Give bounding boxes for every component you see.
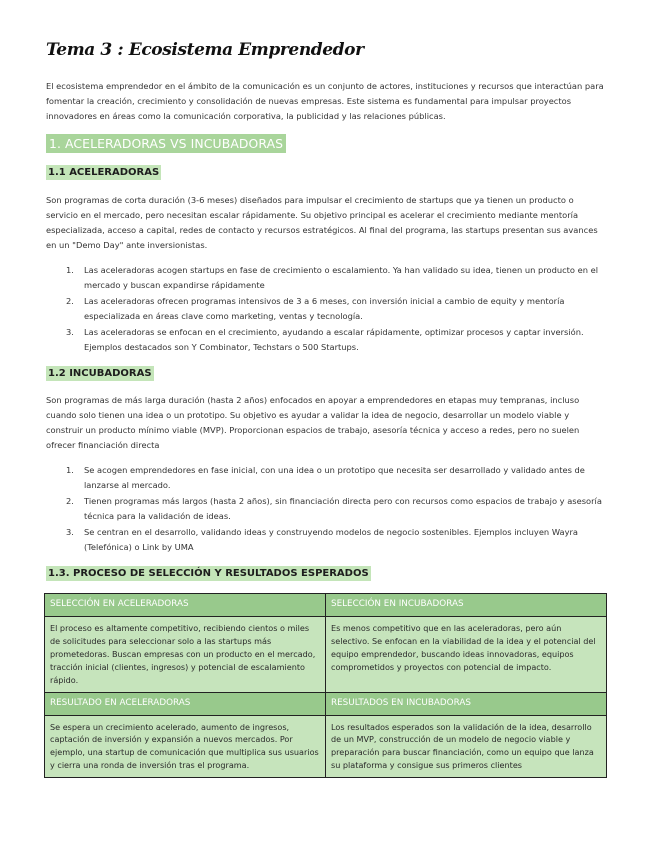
list-text: Tienen programas más largos (hasta 2 años), sin financiación directa pero con recursos como espacios de trabajo y asesoría técnica para la validación de ideas. [84, 495, 602, 522]
list-item [66, 494, 606, 525]
list-text: Las aceleradoras acogen startups en fase de crecimiento o escalamiento. Ya han validado su idea, tienen un producto en el mercado y buscan expandirse rápidamente [84, 265, 599, 291]
subheading-aceleradoras: 1.1 ACELERADORAS [48, 167, 160, 178]
table-header-row [45, 594, 607, 617]
list-item [66, 294, 606, 325]
table-header-cell: SELECCIÓN EN ACELERADORAS [45, 594, 326, 617]
list-number: 3. [66, 326, 74, 337]
incubadoras-paragraph: Son programas de más larga duración (hasta 2 años) enfocados en apoyar a emprendedores en etapas muy tempranas, incluso cuando solo tienen una idea o un prototipo. Su objetivo es ayudar a validar la idea de negocio, desarrollar un modelo viable y construir un producto mínimo viable (MVP). Proporcionan espacios de trabajo, asesoría técnica y acceso a redes, pero no suelen ofrecer financiación directa [46, 395, 580, 451]
table-header-cell: RESULTADO EN ACELERADORAS [45, 692, 326, 715]
table-row [45, 715, 607, 778]
list-number: 3. [66, 526, 74, 537]
subheading-proceso-seleccion: 1.3. PROCESO DE SELECCIÓN Y RESULTADOS ESPERADOS [48, 568, 369, 579]
table-cell: Es menos competitivo que en las aceleradoras, pero aún selectivo. Se enfocan en la viabilidad de la idea y el potencial del equipo emprendedor, buscando ideas innovadoras, equipos comprometidos y proyectos con potencial de impacto. [326, 617, 607, 693]
table-header-cell: SELECCIÓN EN INCUBADORAS [326, 594, 607, 617]
list-text: Se acogen emprendedores en fase inicial, con una idea o un prototipo que necesita ser desarrollado y validado antes de lanzarse al mercado. [84, 465, 585, 491]
table-header-cell: RESULTADOS EN INCUBADORAS [326, 692, 607, 715]
aceleradoras-paragraph: Son programas de corta duración (3-6 meses) diseñados para impulsar el crecimiento de startups que ya tienen un producto o servicio en el mercado, pero necesitan escalar rápidamente. Su objetivo principal es acelerar el crecimiento mediante mentoría especializada, acceso a capital, redes de contacto y recursos estratégicos. Al final del programa, las startups presentan sus avances en un "Demo Day" ante inversionistas. [46, 195, 598, 251]
list-item [66, 463, 606, 494]
section-heading-aceleradoras-vs-incubadoras: 1. ACELERADORAS VS INCUBADORAS [46, 134, 286, 153]
list-number: 2. [66, 295, 74, 306]
subheading-incubadoras: 1.2 INCUBADORAS [48, 368, 152, 379]
table-cell: Los resultados esperados son la validación de la idea, desarrollo de un MVP, construcción de un modelo de negocio viable y preparación para buscar financiación, como un equipo que lanza su plataforma y consigue sus primeros clientes [326, 715, 607, 778]
list-item [66, 525, 606, 556]
intro-paragraph: El ecosistema emprendedor en el ámbito de la comunicación es un conjunto de actores, instituciones y recursos que interactúan para fomentar la creación, crecimiento y consolidación de nuevas empresas. Este sistema es fundamental para impulsar proyectos innovadores en áreas como la comunicación corporativa, la publicidad y las relaciones públicas. [46, 81, 604, 122]
table-cell: El proceso es altamente competitivo, recibiendo cientos o miles de solicitudes para seleccionar solo a las startups más prometedoras. Buscan empresas con un producto en el mercado, tracción inicial (clientes, ingresos) y potencial de escalamiento rápido. [45, 617, 326, 693]
list-number: 1. [66, 465, 74, 475]
comparison-table [44, 593, 607, 778]
table-row [45, 617, 607, 693]
list-item [66, 263, 606, 294]
list-number: 1. [66, 265, 74, 275]
list-text: Se centran en el desarrollo, validando ideas y construyendo modelos de negocio sostenibles. Ejemplos incluyen Wayra (Telefónica) o Link by UMA [84, 526, 578, 553]
list-item [66, 325, 606, 356]
list-number: 2. [66, 495, 74, 506]
table-cell: Se espera un crecimiento acelerado, aumento de ingresos, captación de inversión y expansión a nuevos mercados. Por ejemplo, una startup de comunicación que multiplica sus usuarios y cierra una ronda de inversión tras el programa. [45, 715, 326, 778]
page-title: Tema 3 : Ecosistema Emprendedor [46, 40, 364, 60]
aceleradoras-list [66, 263, 606, 355]
table-header-row [45, 692, 607, 715]
list-text: Las aceleradoras se enfocan en el crecimiento, ayudando a escalar rápidamente, optimizar procesos y captar inversión. Ejemplos destacados son Y Combinator, Techstars o 500 Startups. [84, 326, 584, 353]
list-text: Las aceleradoras ofrecen programas intensivos de 3 a 6 meses, con inversión inicial a cambio de equity y mentoría especializada en áreas clave como marketing, ventas y tecnología. [84, 295, 565, 322]
incubadoras-list [66, 463, 606, 555]
